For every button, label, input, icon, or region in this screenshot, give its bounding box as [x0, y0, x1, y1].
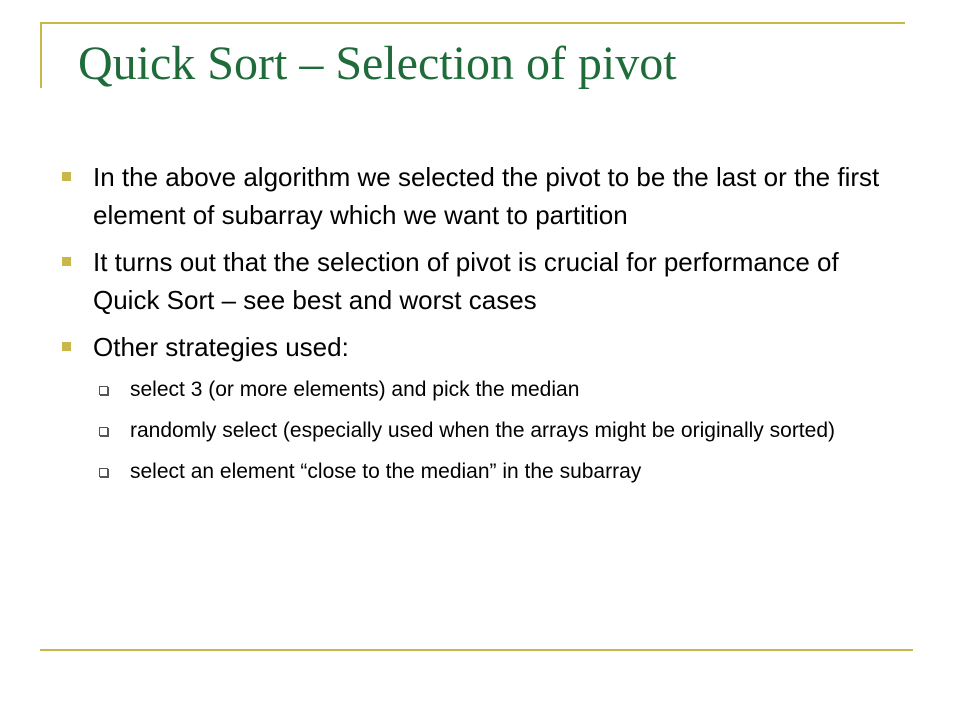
- sub-bullet-text: randomly select (especially used when the arrays might be originally sorted): [130, 419, 835, 442]
- bullet-item: [60, 243, 880, 319]
- square-bullet-icon: [62, 257, 71, 266]
- frame-left-line: [40, 22, 42, 88]
- sub-bullet-item: [99, 457, 880, 486]
- bullet-text: It turns out that the selection of pivot is crucial for performance of Quick Sort – see best and worst cases: [93, 247, 839, 315]
- sub-bullet-list: [60, 375, 880, 486]
- bullet-item: [60, 328, 880, 366]
- sub-bullet-text: select 3 (or more elements) and pick the median: [130, 378, 580, 401]
- bullet-item: [60, 158, 880, 234]
- hollow-square-bullet-icon: [99, 386, 108, 395]
- bullet-text: In the above algorithm we selected the pivot to be the last or the first element of subarray which we want to partition: [93, 162, 880, 230]
- frame-bottom-line: [40, 649, 913, 651]
- square-bullet-icon: [62, 172, 71, 181]
- bullet-text: Other strategies used:: [93, 332, 349, 362]
- sub-bullet-item: [99, 375, 880, 404]
- hollow-square-bullet-icon: [99, 427, 108, 436]
- square-bullet-icon: [62, 342, 71, 351]
- slide-content: [60, 158, 880, 498]
- sub-bullet-item: [99, 416, 880, 445]
- frame-top-line: [40, 22, 905, 24]
- hollow-square-bullet-icon: [99, 468, 108, 477]
- sub-bullet-text: select an element “close to the median” in the subarray: [130, 460, 642, 483]
- slide-title: Quick Sort – Selection of pivot: [78, 37, 677, 90]
